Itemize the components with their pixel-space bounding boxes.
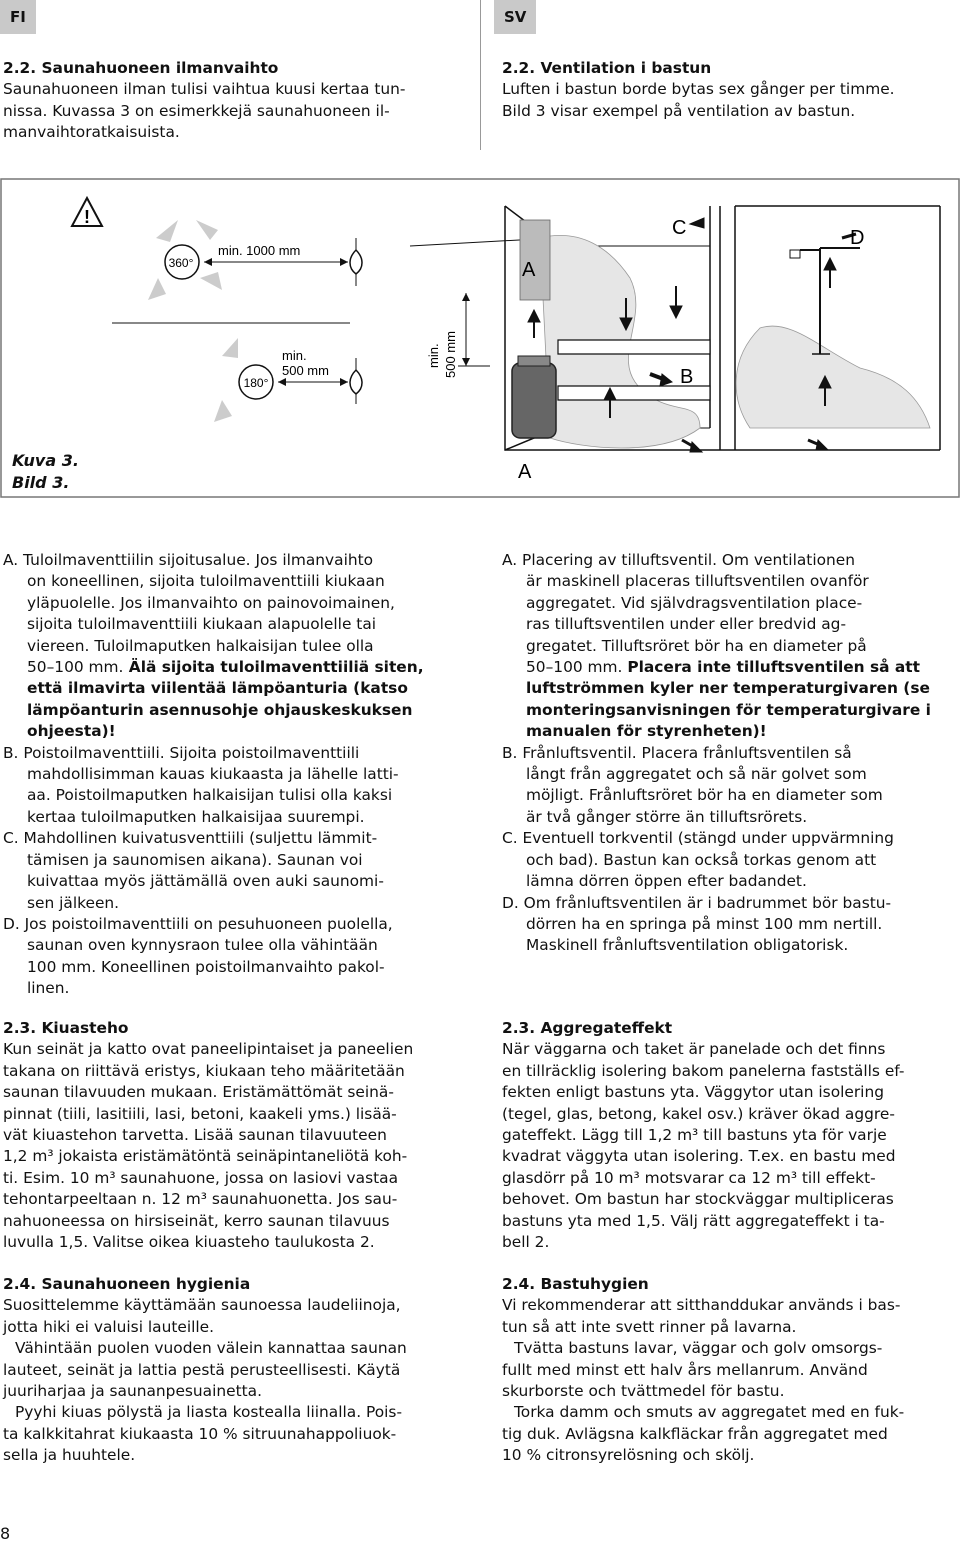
sv-d-line: Maskinell frånluftsventilation obligatorisk. [526,936,849,955]
sauna-room [505,206,940,450]
fi-d-line: saunan oven kynnysraon tulee olla vähintään [27,936,378,955]
sv-list-section [502,550,957,957]
warning-symbol: ! [84,207,90,227]
sv-24-p2-line: Tvätta bastuns lavar, väggar och golv omsorgs- [514,1339,883,1358]
sv-23-heading: 2.3. Aggregateffekt [502,1019,673,1037]
fi-23-line: tehontarpeeltaan n. 12 m³ saunahuonetta. Jos sau- [3,1190,398,1209]
fi-24-p3-line: sella ja huuhtele. [3,1446,136,1465]
figure-3 [0,178,960,498]
sv-23-line: behovet. Om bastun har stockväggar multipliceras [502,1190,894,1209]
sv-c-line: och bad). Bastun kan också torkas genom att [526,850,877,869]
sv-23-line: fekten enligt bastuns yta. Väggytor utan isolering [502,1083,884,1102]
sensor-icon [350,238,362,286]
sv-b-line: möjligt. Frånluftsröret bör ha en diameter som [526,786,883,805]
fi-a-line: A. Tuloilmaventtiilin sijoitusalue. Jos ilmanvaihto [3,551,374,569]
page-number: 8 [0,1524,11,1543]
sv-24-p3-line: Torka damm och smuts av aggregatet med en fuk- [514,1403,905,1422]
letter-a-top: A [522,259,536,281]
label-min-1000: min. 1000 mm [218,243,301,258]
sv-a-line: A. Placering av tilluftsventil. Om ventilationen [502,551,855,569]
sv-24-p1-line: Vi rekommenderar att sitthanddukar används i bas- [502,1296,901,1315]
fi-24-p2-line: lauteet, seinät ja lattia pestä perusteellisesti. Käytä [3,1360,401,1379]
fi-24-p2-line: Vähintään puolen vuoden välein kannattaa saunan [15,1339,407,1358]
sv-a-bold-line: manualen för styrenheten)! [526,722,767,741]
sv-23-line: kvadrat väggyta utan isolering. T.ex. en bastu med [502,1147,896,1166]
fi-d-line: 100 mm. Koneellinen poistoilmanvaihto pakol- [27,957,385,976]
sv-24-p2-line: skurborste och tvättmedel för bastu. [502,1382,785,1401]
sv-23-line: bastuns yta med 1,5. Välj rätt aggregateffekt i ta- [502,1211,885,1230]
fi-intro-heading: 2.2. Saunahuoneen ilmanvaihto [3,59,279,77]
sv-23-line: När väggarna och taket är panelade och det finns [502,1040,886,1059]
sv-intro-line: Luften i bastun borde bytas sex gånger per timme. [502,80,895,99]
fi-intro-line: manvaihtoratkaisuista. [3,123,180,142]
sv-a-mixed-normal: 50–100 mm. [526,658,628,677]
sv-intro-line: Bild 3 visar exempel på ventilation av bastun. [502,101,856,120]
fi-23-line: luvulla 1,5. Valitse oikea kiuasteho taulukosta 2. [3,1233,375,1252]
sv-c-line: C. Eventuell torkventil (stängd under uppvärmning [502,829,894,848]
fi-23-line: ti. Esim. 10 m³ saunahuone, jossa on lasiovi vastaa [3,1168,399,1187]
fi-24-p2-line: juuriharjaa ja saunanpesuainetta. [3,1382,263,1401]
sv-d-line: dörren ha en springa på minst 100 mm nertill. [526,914,883,933]
fi-a-line: on koneellinen, sijoita tuloilmaventtiili kiukaan [27,572,385,591]
sv-intro-section [502,58,957,122]
fi-b-line: aa. Poistoilmaputken halkaisijan tulisi olla kaksi [27,786,393,805]
fi-c-line: kuivattaa myös jättämällä oven auki saunomi- [27,872,384,891]
label-180: 180° [243,376,269,390]
fi-24-p1-line: jotta hiki ei valuisi lauteille. [3,1317,215,1336]
fi-b-line: kertaa tuloilmaputken halkaisijaa suurempi. [27,807,365,826]
fi-23-line: vät kiuastehon tarvetta. Lisää saunan tilavuuteen [3,1126,387,1145]
heater-icon [512,356,556,438]
sv-a-line: aggregatet. Vid självdragsventilation place- [526,593,863,612]
sv-24-p2-line: fullt med minst ett halv års mellanrum. Använd [502,1360,868,1379]
label-vert-500: 500 mm [443,331,458,378]
sensor-icon [350,358,362,404]
figure-caption [12,450,79,494]
fi-d-line: linen. [27,979,70,998]
sv-23-line: gateffekt. Lägg till 1,2 m³ till bastuns yta för varje [502,1126,887,1145]
label-min-500-a: min. [282,348,307,363]
letter-b: B [680,366,694,388]
sv-aggregateffekt-section [502,1018,957,1253]
fi-23-line: Kun seinät ja katto ovat paneelipintaiset ja paneelien [3,1040,414,1059]
sv-c-line: lämna dörren öppen efter badandet. [526,872,807,891]
fi-23-line: takana on riittävä eristys, kiukaan teho määritetään [3,1061,405,1080]
caption-sv: Bild 3. [12,473,70,492]
fi-a-bold-line: lämpöanturin asennusohje ohjauskeskuksen [27,700,413,719]
sv-a-line: är maskinell placeras tilluftsventilen ovanför [526,572,869,591]
fi-kiuasteho-section [3,1018,473,1253]
sv-24-p3-line: tig duk. Avlägsna kalkfläckar från aggregatet med [502,1424,888,1443]
sv-24-p1-line: tun så att inte svett rinner på lavarna. [502,1317,797,1336]
letter-c: C [672,217,687,239]
sv-b-line: B. Frånluftsventil. Placera frånluftsventilen så [502,743,852,762]
warning-triangle-icon [72,198,102,227]
fi-b-line: B. Poistoilmaventtiili. Sijoita poistoilmaventtiili [3,743,360,762]
sv-intro-heading: 2.2. Ventilation i bastun [502,59,712,77]
fi-intro-line: nissa. Kuvassa 3 on esimerkkejä saunahuoneen il- [3,101,390,120]
sv-b-line: är två gånger större än tilluftsrörets. [526,807,808,826]
fi-a-bold-line: että ilmavirta viilentää lämpöanturia (katso [27,679,408,698]
fi-23-line: nahuoneessa on hirsiseinät, kerro saunan tilavuus [3,1211,390,1230]
fi-a-bold-tail: Älä sijoita tuloilmaventtiiliä siten, [123,658,424,677]
fi-a-line: 50–100 mm. [27,658,124,677]
fi-intro-section [3,58,473,144]
column-divider [480,0,481,150]
sv-a-bold-line: luftströmmen kyler ner temperaturgivaren (se [526,679,930,698]
sv-23-line: bell 2. [502,1233,550,1252]
fi-a-line: yläpuolelle. Jos ilmanvaihto on painovoimainen, [27,593,395,612]
fi-23-line: pinnat (tiili, lasitiili, lasi, betoni, kaakeli yms.) lisää- [3,1104,397,1123]
sv-23-line: en tillräcklig isolering bakom panelerna fastställs ef- [502,1061,905,1080]
fi-b-line: mahdollisimman kauas kiukaasta ja lähelle latti- [27,765,399,784]
fi-c-line: tämisen ja saunomisen aikana). Saunan voi [27,850,363,869]
sv-23-line: glasdörr på 10 m³ motsvarar ca 12 m³ till effekt- [502,1168,876,1187]
label-vert-min: min. [426,343,441,368]
fi-a-line: sijoita tuloilmaventtiili kiukaan alapuolelle tai [27,615,377,634]
sv-d-line: D. Om frånluftsventilen är i badrummet bör bastu- [502,893,892,912]
sv-a-mixed-bold: Placera inte tilluftsventilen så att [627,658,920,677]
fi-hygienia-section [3,1274,473,1467]
letter-a-bottom: A [518,461,532,483]
fi-24-heading: 2.4. Saunahuoneen hygienia [3,1275,251,1293]
fi-24-p3-line: Pyyhi kiuas pölystä ja liasta kostealla liinalla. Pois- [15,1403,402,1422]
sv-bastuhygien-section [502,1274,957,1467]
fi-c-line: sen jälkeen. [27,893,120,912]
fi-24-p3-line: ta kalkkitahrat kiukaasta 10 % sitruunahappoliuok- [3,1424,397,1443]
fi-23-heading: 2.3. Kiuasteho [3,1019,129,1037]
letter-d: D [850,227,865,249]
tab-sv: SV [494,0,536,34]
caption-fi: Kuva 3. [12,451,79,470]
fan-180-icon [214,338,273,422]
label-360: 360° [168,256,194,270]
label-min-500-b: 500 mm [282,363,329,378]
fi-24-p1-line: Suosittelemme käyttämään saunoessa laudeliinoja, [3,1296,401,1315]
fi-c-line: C. Mahdollinen kuivatusventtiili (suljettu lämmit- [3,829,378,848]
sv-24-p3-line: 10 % citronsyrelösning och skölj. [502,1446,755,1465]
fi-list-section [3,550,473,1000]
fi-d-line: D. Jos poistoilmaventtiili on pesuhuoneen puolella, [3,914,393,933]
sv-b-line: långt från aggregatet och så när golvet som [526,765,867,784]
sv-a-bold-line: monteringsanvisningen för temperaturgivare i [526,700,931,719]
fi-23-line: 1,2 m³ jokaista eristämätöntä seinäpintaneliötä koh- [3,1147,408,1166]
sv-23-line: (tegel, glas, betong, kakel osv.) kräver ökad aggre- [502,1104,895,1123]
ventilation-diagram [0,178,960,498]
sv-a-line: gregatet. Tilluftsröret bör ha en diameter på [526,636,867,655]
sv-a-line: ras tilluftsventilen under eller bredvid ag- [526,615,846,634]
tab-fi: FI [0,0,36,34]
fi-a-bold-line: ohjeesta)! [27,722,116,741]
fi-23-line: saunan tilavuuden mukaan. Eristämättömät seinä- [3,1083,394,1102]
sv-24-heading: 2.4. Bastuhygien [502,1275,649,1293]
fi-a-line: viereen. Tuloilmaputken halkaisijan tulee olla [27,636,374,655]
fi-intro-line: Saunahuoneen ilman tulisi vaihtua kuusi kertaa tun- [3,80,406,99]
